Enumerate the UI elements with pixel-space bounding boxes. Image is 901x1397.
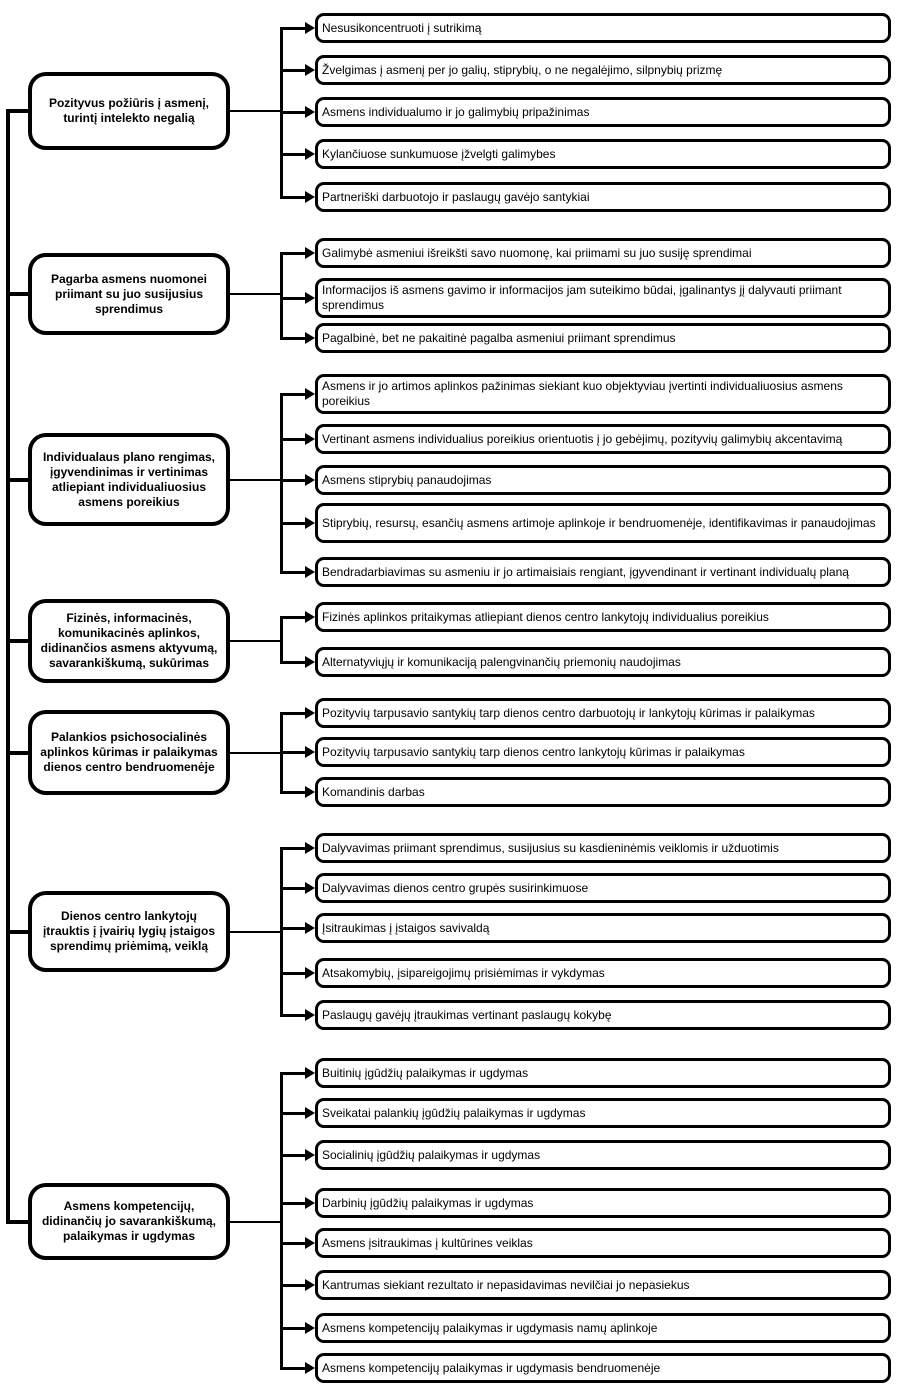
item-box: Kylančiuose sunkumuose įžvelgti galimybes [315,139,891,169]
connector-line [281,1327,306,1330]
arrowhead-icon [305,1009,315,1021]
connector-line [281,1242,306,1245]
item-box: Nesusikoncentruoti į sutrikimą [315,13,891,43]
arrowhead-icon [305,566,315,578]
arrowhead-icon [305,842,315,854]
connector-line [281,887,306,890]
connector-line [230,293,281,295]
item-box: Komandinis darbas [315,777,891,807]
connector-line [281,297,306,300]
arrowhead-icon [305,1237,315,1249]
connector-line [281,616,306,619]
item-box: Asmens individualumo ir jo galimybių pripažinimas [315,97,891,127]
arrowhead-icon [305,922,315,934]
item-box: Buitinių įgūdžių palaikymas ir ugdymas [315,1058,891,1088]
connector-line [280,252,283,340]
connector-line [281,1284,306,1287]
arrowhead-icon [305,332,315,344]
arrowhead-icon [305,388,315,400]
category-box-visitor-inclusion: Dienos centro lankytojų įtrauktis į įvairių lygių įstaigos sprendimų priėmimą, veiklą [28,891,230,972]
connector-line [281,1367,306,1370]
item-box: Dalyvavimas priimant sprendimus, susijusius su kasdieninėmis veiklomis ir užduotimis [315,833,891,863]
connector-line [280,616,283,664]
arrowhead-icon [305,148,315,160]
item-box: Alternatyviųjų ir komunikaciją palengvinančių priemonių naudojimas [315,647,891,677]
item-box: Pozityvių tarpusavio santykių tarp dienos centro lankytojų kūrimas ir palaikymas [315,737,891,767]
item-box: Asmens kompetencijų palaikymas ir ugdymasis namų aplinkoje [315,1313,891,1343]
connector-line [281,571,306,574]
arrowhead-icon [305,1362,315,1374]
arrowhead-icon [305,22,315,34]
connector-line [281,1112,306,1115]
connector-line [230,1221,281,1223]
arrowhead-icon [305,882,315,894]
connector-line [281,661,306,664]
connector-line [280,847,283,1017]
connector-line [281,479,306,482]
connector-line [281,337,306,340]
item-box: Asmens ir jo artimos aplinkos pažinimas siekiant kuo objektyviau įvertinti individualiuosius asmens poreikius [315,374,891,414]
connector-line [281,196,306,199]
category-box-physical-environment: Fizinės, informacinės, komunikacinės aplinkos, didinančios asmens aktyvumą, savarankiškumą, sukūrimas [28,599,230,683]
connector-line [281,847,306,850]
arrowhead-icon [305,786,315,798]
connector-line [281,393,306,396]
connector-line [281,712,306,715]
connector-line [281,111,306,114]
item-box: Paslaugų gavėjų įtraukimas vertinant paslaugų kokybę [315,1000,891,1030]
connector-line [230,752,281,754]
connector-line [230,110,281,112]
arrowhead-icon [305,1322,315,1334]
arrowhead-icon [305,292,315,304]
connector-line [230,931,281,933]
connector-line [6,109,10,1224]
item-box: Sveikatai palankių įgūdžių palaikymas ir ugdymas [315,1098,891,1128]
connector-line [281,927,306,930]
item-box: Asmens stiprybių panaudojimas [315,465,891,495]
connector-line [280,1072,283,1370]
item-box: Vertinant asmens individualius poreikius orientuotis į jo gebėjimų, pozityvių galimybių akcentavimą [315,424,891,454]
item-box: Kantrumas siekiant rezultato ir nepasidavimas nevilčiai jo nepasiekus [315,1270,891,1300]
connector-line [281,1072,306,1075]
category-box-personal-competences: Asmens kompetencijų, didinančių jo savarankiškumą, palaikymas ir ugdymas [28,1183,230,1260]
arrowhead-icon [305,707,315,719]
category-box-psychosocial-environment: Palankios psichosocialinės aplinkos kūrimas ir palaikymas dienos centro bendruomenėje [28,710,230,795]
item-box: Informacijos iš asmens gavimo ir informacijos jam suteikimo būdai, įgalinantys jį dalyvauti priimant sprendimus [315,278,891,318]
item-box: Asmens įsitraukimas į kultūrines veiklas [315,1228,891,1258]
item-box: Pagalbinė, bet ne pakaitinė pagalba asmeniui priimant sprendimus [315,323,891,353]
item-box: Socialinių įgūdžių palaikymas ir ugdymas [315,1140,891,1170]
connector-line [281,153,306,156]
arrowhead-icon [305,247,315,259]
item-box: Galimybė asmeniui išreikšti savo nuomonę, kai priimami su juo susiję sprendimai [315,238,891,268]
connector-line [281,751,306,754]
arrowhead-icon [305,1279,315,1291]
arrowhead-icon [305,656,315,668]
category-box-individual-plan: Individualaus plano rengimas, įgyvendinimas ir vertinimas atliepiant individualiuosius asmens poreikius [28,433,230,526]
arrowhead-icon [305,967,315,979]
connector-line [281,791,306,794]
item-box: Bendradarbiavimas su asmeniu ir jo artimaisiais rengiant, įgyvendinant ir vertinant individualų planą [315,557,891,587]
connector-line [281,972,306,975]
arrowhead-icon [305,1197,315,1209]
connector-line [281,438,306,441]
item-box: Žvelgimas į asmenį per jo galių, stiprybių, o ne negalėjimo, silpnybių prizmę [315,55,891,85]
arrowhead-icon [305,517,315,529]
item-box: Dalyvavimas dienos centro grupės susirinkimuose [315,873,891,903]
item-box: Partneriški darbuotojo ir paslaugų gavėjo santykiai [315,182,891,212]
arrowhead-icon [305,106,315,118]
category-box-respect-opinion: Pagarba asmens nuomonei priimant su juo susijusius sprendimus [28,253,230,335]
arrowhead-icon [305,611,315,623]
item-box: Įsitraukimas į įstaigos savivaldą [315,913,891,943]
connector-line [281,1154,306,1157]
arrowhead-icon [305,1067,315,1079]
item-box: Fizinės aplinkos pritaikymas atliepiant dienos centro lankytojų individualius poreikius [315,602,891,632]
item-box: Darbinių įgūdžių palaikymas ir ugdymas [315,1188,891,1218]
connector-line [230,479,281,481]
item-box: Asmens kompetencijų palaikymas ir ugdymasis bendruomenėje [315,1353,891,1383]
connector-line [281,1202,306,1205]
connector-line [281,522,306,525]
connector-line [281,1014,306,1017]
connector-line [230,640,281,642]
arrowhead-icon [305,191,315,203]
category-box-positive-attitude: Pozityvus požiūris į asmenį, turintį intelekto negalią [28,72,230,150]
arrowhead-icon [305,746,315,758]
arrowhead-icon [305,1107,315,1119]
connector-line [280,393,283,574]
connector-line [281,69,306,72]
connector-line [281,27,306,30]
item-box: Stiprybių, resursų, esančių asmens artimoje aplinkoje ir bendruomenėje, identifikavimas ir panaudojimas [315,503,891,543]
arrowhead-icon [305,64,315,76]
arrowhead-icon [305,1149,315,1161]
item-box: Atsakomybių, įsipareigojimų prisiėmimas ir vykdymas [315,958,891,988]
arrowhead-icon [305,433,315,445]
arrowhead-icon [305,474,315,486]
item-box: Pozityvių tarpusavio santykių tarp dienos centro darbuotojų ir lankytojų kūrimas ir palaikymas [315,698,891,728]
connector-line [281,252,306,255]
